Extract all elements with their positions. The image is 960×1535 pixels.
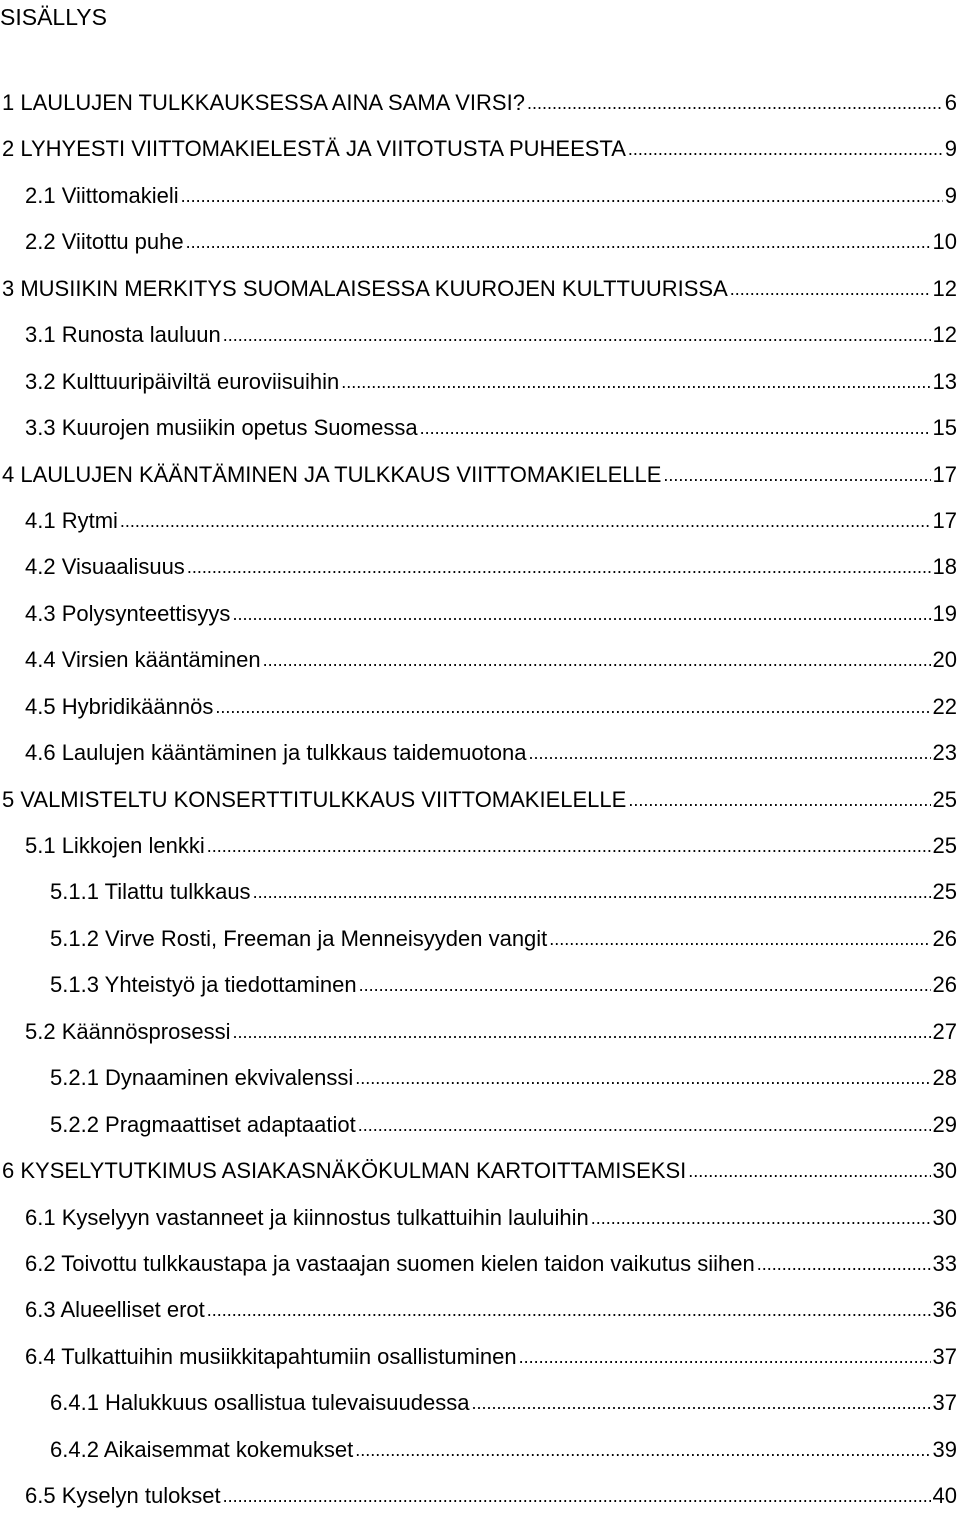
toc-entry-page-number: 25 [932, 833, 957, 858]
toc-entry[interactable] [0, 785, 957, 831]
toc-entry-title: 4.1 Rytmi [25, 507, 118, 533]
toc-entry[interactable] [0, 1295, 957, 1341]
toc-entry-page-number: 10 [932, 229, 957, 255]
toc-entry[interactable] [0, 181, 957, 227]
table-of-contents [0, 88, 957, 1528]
toc-entry[interactable] [0, 552, 957, 598]
toc-dot-leader [355, 1063, 930, 1093]
toc-dot-leader [549, 924, 930, 954]
toc-entry[interactable] [0, 738, 957, 784]
toc-dot-leader [263, 645, 931, 675]
toc-entry-title: 2 LYHYESTI VIITTOMAKIELESTÄ JA VIITOTUSTA PUHEESTA [2, 136, 626, 162]
toc-dot-leader [181, 181, 943, 211]
toc-entry[interactable] [0, 1481, 957, 1527]
toc-entry[interactable] [0, 367, 957, 413]
toc-entry-page-number: 9 [944, 136, 957, 162]
toc-dot-leader [120, 506, 931, 536]
toc-dot-leader [253, 877, 931, 907]
toc-entry-page-number: 26 [932, 972, 957, 998]
toc-dot-leader [358, 1110, 931, 1140]
toc-entry-page-number: 18 [932, 554, 957, 580]
toc-entry[interactable] [0, 1388, 957, 1434]
toc-entry-page-number: 20 [932, 647, 957, 673]
toc-dot-leader [591, 1203, 931, 1233]
toc-entry-page-number: 25 [932, 786, 957, 812]
toc-entry[interactable] [0, 599, 957, 645]
toc-entry-title: 4.6 Laulujen kääntäminen ja tulkkaus taidemuotona [25, 740, 527, 766]
toc-dot-leader [527, 88, 943, 118]
toc-entry[interactable] [0, 1249, 957, 1295]
toc-dot-leader [355, 1435, 930, 1465]
toc-entry-page-number: 26 [932, 925, 957, 951]
toc-entry-page-number: 13 [932, 368, 957, 394]
toc-entry[interactable] [0, 1017, 957, 1063]
toc-entry-page-number: 12 [932, 275, 957, 301]
toc-entry[interactable] [0, 831, 957, 877]
toc-entry[interactable] [0, 970, 957, 1016]
toc-entry-page-number: 39 [932, 1436, 957, 1462]
toc-entry-title: 5.1 Likkojen lenkki [25, 833, 205, 858]
toc-entry[interactable] [0, 134, 957, 180]
toc-entry[interactable] [0, 506, 957, 552]
toc-entry-page-number: 17 [932, 461, 957, 487]
toc-entry[interactable] [0, 320, 957, 366]
toc-entry-title: 6.4.2 Aikaisemmat kokemukset [50, 1436, 354, 1462]
toc-dot-leader [628, 134, 943, 164]
toc-dot-leader [341, 367, 930, 397]
toc-entry-title: 4.5 Hybridikäännös [25, 693, 214, 719]
page-title: SISÄLLYS [0, 4, 107, 30]
toc-entry-title: 6 KYSELYTUTKIMUS ASIAKASNÄKÖKULMAN KARTOITTAMISEKSI [2, 1158, 687, 1184]
toc-entry-page-number: 25 [932, 879, 957, 905]
toc-entry-title: 5.2.2 Pragmaattiset adaptaatiot [50, 1111, 356, 1137]
toc-entry[interactable] [0, 274, 957, 320]
toc-entry-title: 3.2 Kulttuuripäiviltä euroviisuihin [25, 368, 340, 394]
toc-entry-page-number: 33 [932, 1250, 957, 1276]
toc-entry-page-number: 17 [932, 507, 957, 533]
toc-entry-page-number: 23 [932, 740, 957, 766]
toc-dot-leader [359, 970, 931, 1000]
toc-dot-leader [215, 692, 930, 722]
toc-dot-leader [519, 1342, 931, 1372]
toc-entry[interactable] [0, 460, 957, 506]
toc-entry-title: 4.4 Virsien kääntäminen [25, 647, 261, 673]
toc-entry-page-number: 37 [932, 1343, 957, 1369]
toc-entry[interactable] [0, 1342, 957, 1388]
toc-entry-title: 3 MUSIIKIN MERKITYS SUOMALAISESSA KUUROJEN KULTTUURISSA [2, 275, 728, 301]
toc-entry-title: 6.5 Kyselyn tulokset [25, 1483, 221, 1509]
toc-entry-page-number: 36 [932, 1297, 957, 1323]
toc-entry[interactable] [0, 1435, 957, 1481]
toc-entry-title: 5.2 Käännösprosessi [25, 1018, 231, 1044]
toc-dot-leader [186, 227, 931, 257]
toc-entry-title: 2.1 Viittomakieli [25, 182, 179, 208]
toc-entry-page-number: 40 [932, 1483, 957, 1509]
toc-dot-leader [663, 460, 930, 490]
toc-entry-title: 6.3 Alueelliset erot [25, 1297, 205, 1323]
toc-entry-title: 6.4 Tulkattuihin musiikkitapahtumiin osallistuminen [25, 1343, 517, 1369]
toc-entry[interactable] [0, 413, 957, 459]
toc-dot-leader [528, 738, 930, 768]
toc-entry-page-number: 30 [932, 1158, 957, 1184]
toc-entry-page-number: 28 [932, 1065, 957, 1091]
toc-entry[interactable] [0, 1203, 957, 1249]
toc-entry-page-number: 15 [932, 415, 957, 441]
toc-dot-leader [187, 552, 931, 582]
toc-entry[interactable] [0, 924, 957, 970]
toc-dot-leader [628, 785, 930, 815]
toc-entry-page-number: 6 [944, 90, 957, 115]
toc-entry-title: 5 VALMISTELTU KONSERTTITULKKAUS VIITTOMAKIELELLE [2, 786, 627, 812]
toc-entry-title: 5.1.3 Yhteistyö ja tiedottaminen [50, 972, 357, 998]
toc-dot-leader [207, 1295, 931, 1325]
toc-entry-page-number: 22 [932, 693, 957, 719]
toc-dot-leader [223, 1481, 931, 1511]
toc-entry-title: 6.4.1 Halukkuus osallistua tulevaisuudessa [50, 1390, 470, 1416]
toc-entry[interactable] [0, 1156, 957, 1202]
toc-dot-leader [232, 599, 930, 629]
toc-dot-leader [207, 831, 931, 861]
toc-entry[interactable] [0, 227, 957, 273]
toc-entry[interactable] [0, 645, 957, 691]
toc-entry[interactable] [0, 88, 957, 134]
toc-entry-title: 5.1.1 Tilattu tulkkaus [50, 879, 251, 905]
toc-dot-leader [688, 1156, 930, 1186]
toc-entry-title: 5.2.1 Dynaaminen ekvivalenssi [50, 1065, 354, 1091]
toc-dot-leader [420, 413, 931, 443]
toc-entry-title: 6.1 Kyselyyn vastanneet ja kiinnostus tulkattuihin lauluihin [25, 1204, 589, 1230]
toc-entry[interactable] [0, 877, 957, 923]
toc-entry-title: 4.3 Polysynteettisyys [25, 600, 231, 626]
toc-dot-leader [223, 320, 931, 350]
toc-entry-page-number: 9 [944, 182, 957, 208]
toc-entry-title: 1 LAULUJEN TULKKAUKSESSA AINA SAMA VIRSI? [2, 90, 525, 115]
toc-entry-page-number: 19 [932, 600, 957, 626]
toc-dot-leader [730, 274, 931, 304]
toc-entry-title: 3.1 Runosta lauluun [25, 322, 221, 348]
toc-dot-leader [471, 1388, 930, 1418]
toc-dot-leader [757, 1249, 931, 1279]
toc-entry-page-number: 30 [932, 1204, 957, 1230]
toc-entry-page-number: 37 [932, 1390, 957, 1416]
toc-entry-title: 4 LAULUJEN KÄÄNTÄMINEN JA TULKKAUS VIITTOMAKIELELLE [2, 461, 662, 487]
toc-entry[interactable] [0, 1110, 957, 1156]
toc-dot-leader [232, 1017, 930, 1047]
toc-entry-title: 4.2 Visuaalisuus [25, 554, 185, 580]
toc-entry-page-number: 27 [932, 1018, 957, 1044]
toc-entry[interactable] [0, 692, 957, 738]
toc-entry-title: 6.2 Toivottu tulkkaustapa ja vastaajan suomen kielen taidon vaikutus siihen [25, 1250, 755, 1276]
toc-entry-title: 2.2 Viitottu puhe [25, 229, 184, 255]
toc-entry[interactable] [0, 1063, 957, 1109]
toc-entry-page-number: 29 [932, 1111, 957, 1137]
toc-entry-title: 5.1.2 Virve Rosti, Freeman ja Menneisyyden vangit [50, 925, 548, 951]
toc-entry-page-number: 12 [932, 322, 957, 348]
toc-entry-title: 3.3 Kuurojen musiikin opetus Suomessa [25, 415, 418, 441]
